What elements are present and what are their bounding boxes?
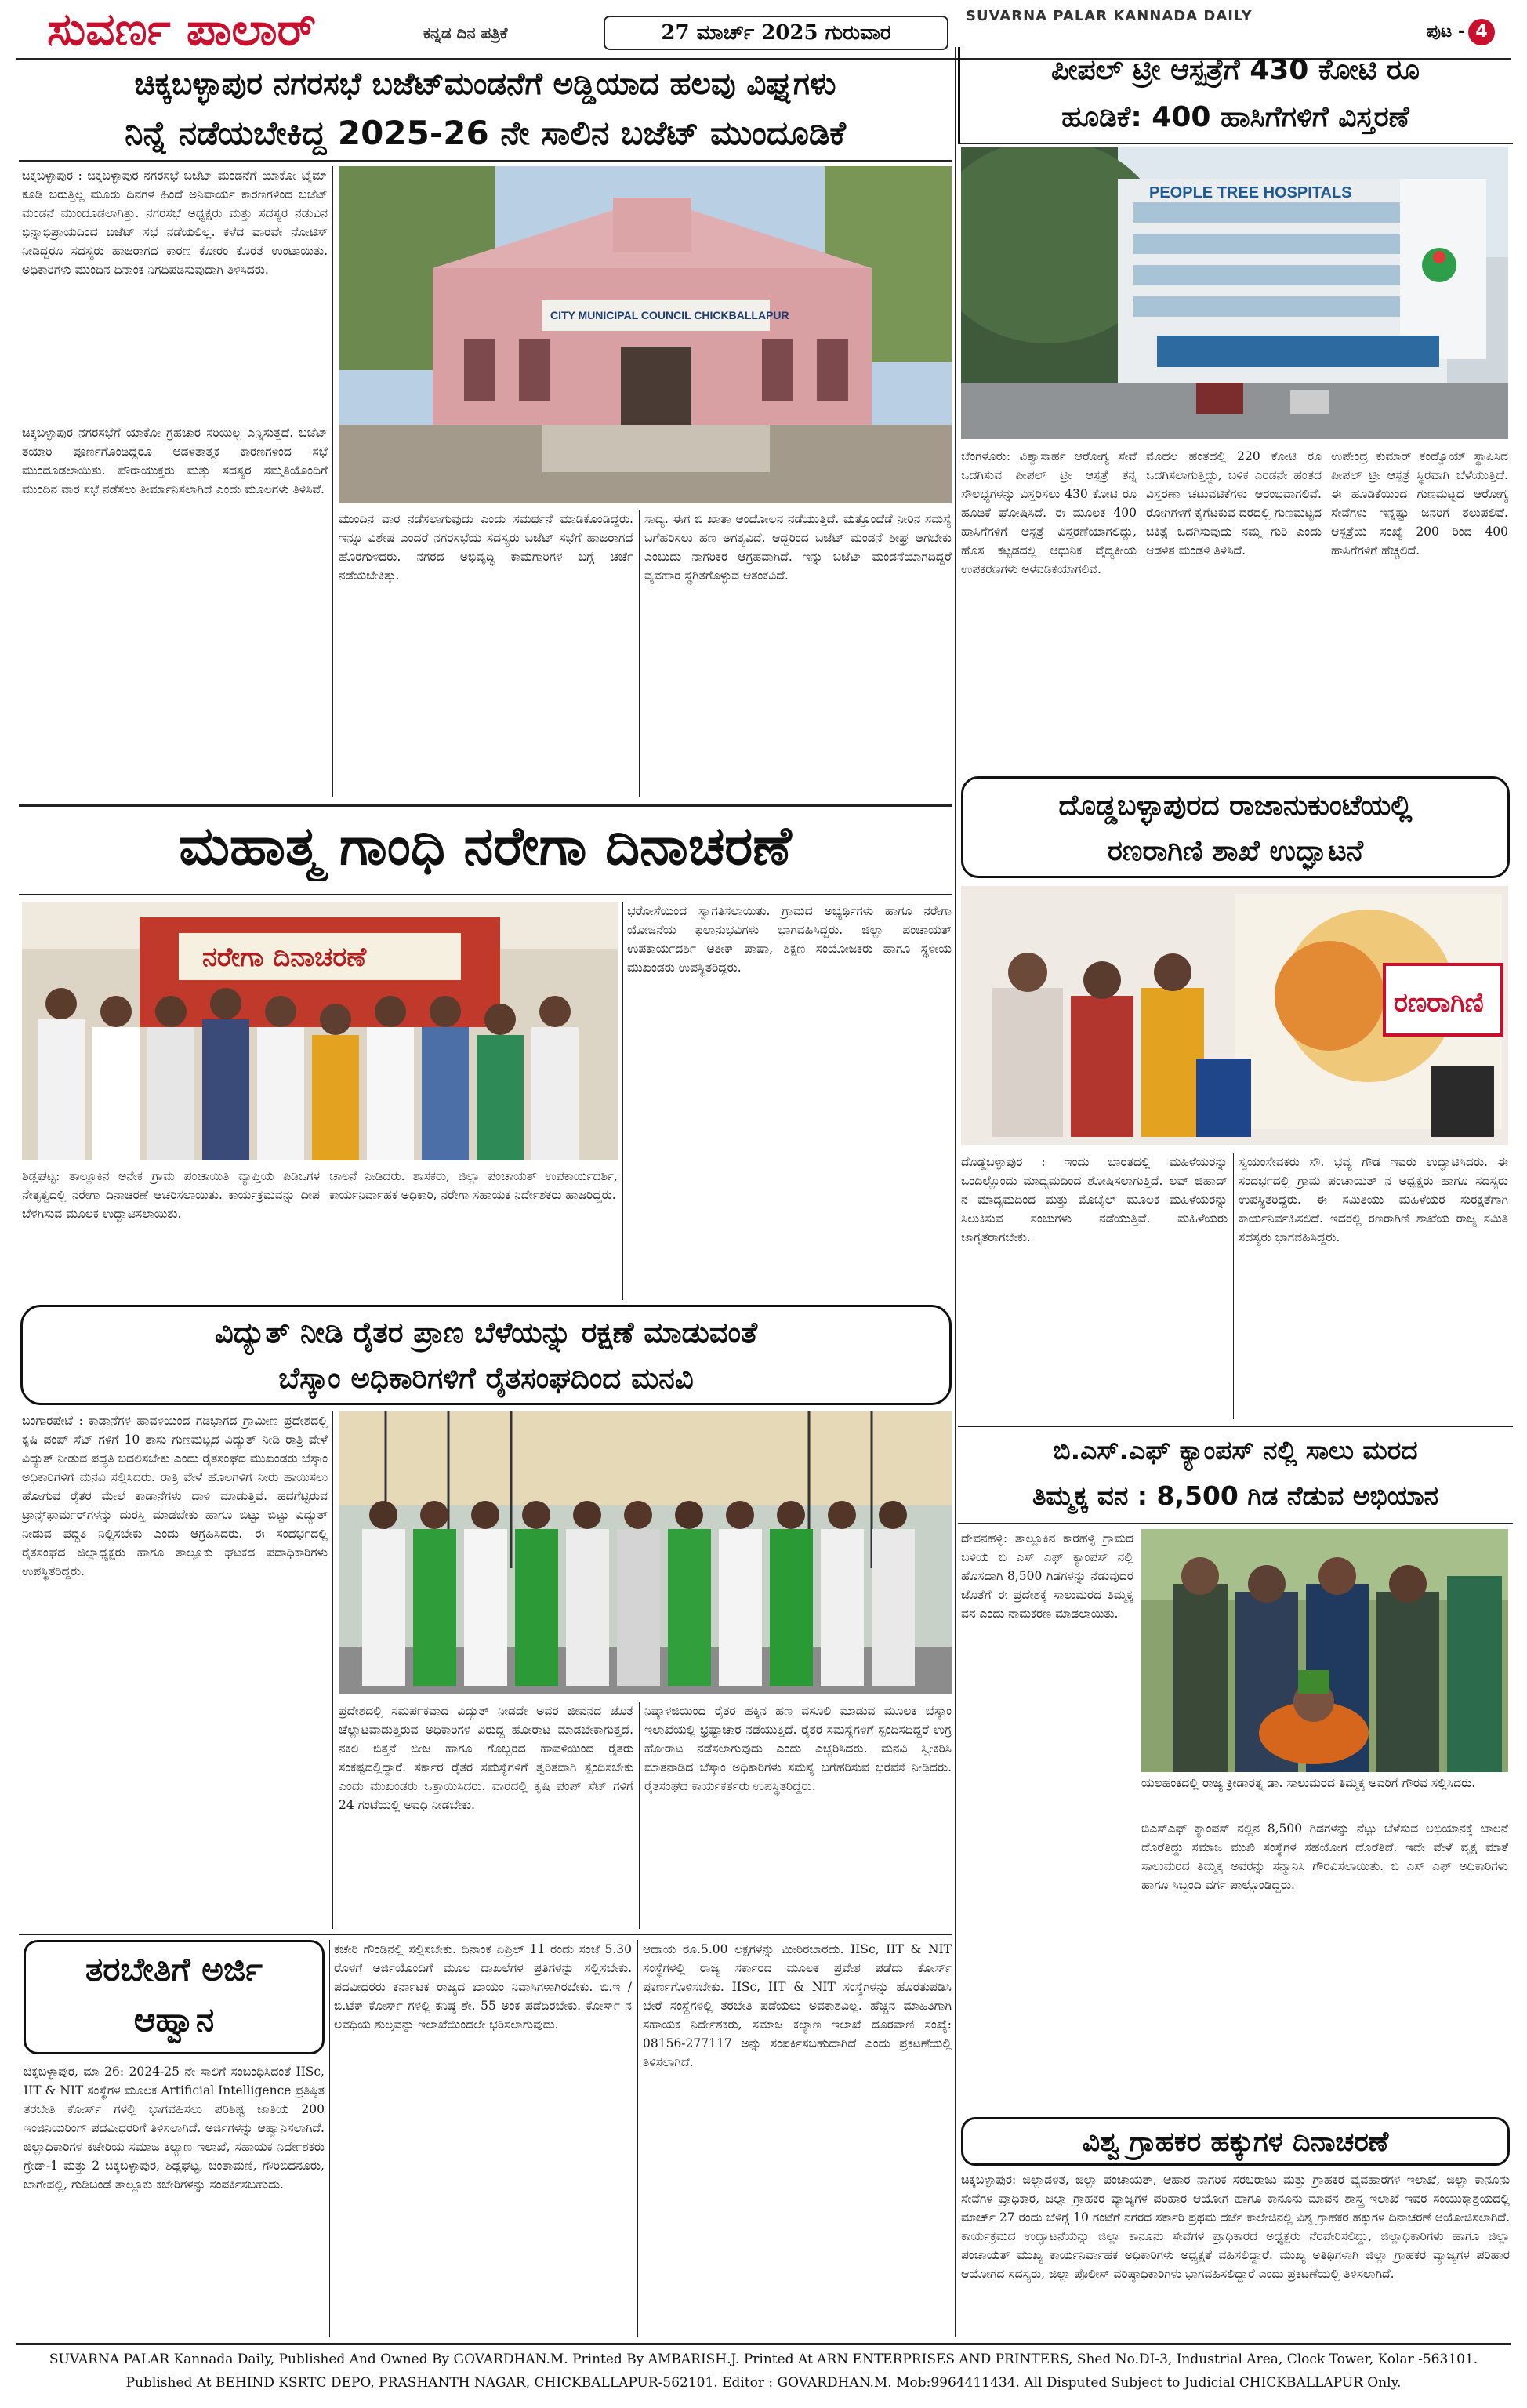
story2-headline-1: ಪೀಪಲ್ ಟ್ರೀ ಆಸ್ಪತ್ರೆಗೆ 430 ಕೋಟಿ ರೂ [1051, 54, 1420, 86]
story1-col2: ಚಿಕ್ಕಬಳ್ಳಾಪುರ ನಗರಸಭೆಗೆ ಯಾಕೋ ಗ್ರಹಚಾರ ಸರಿಯಿಲ್ಲ ಎನ್ನಿಸುತ್ತದೆ. ಬಜೆಟ್ ತಯಾರಿ ಪೂರ್ಣಗೊಂಡಿದ್ದರೂ ಆಡಳಿತಾತ್ಮಕ ಕಾರಣಗಳಿಂದ ಸಭೆ ಮುಂದೂಡಲಾಯಿತು. ಪೌರಾಯುಕ್ತರು ಮತ್ತು ಸದಸ್ಯರ ಸಮ್ಮತಿಯೊಂದಿಗೆ ಮುಂದಿನ ವಾರ ಸಭೆ ನಡೆಸಲು ತೀರ್ಮಾನಿಸಲಾಗಿದೆ ಎಂದು ಮೂಲಗಳು ತಿಳಿಸಿವೆ. [22, 426, 328, 496]
story5-headline-2: ಬೆಸ್ಕಾಂ ಅಧಿಕಾರಿಗಳಿಗೆ ರೈತಸಂಘದಿಂದ ಮನವಿ [278, 1361, 694, 1395]
page-number: 4 [1468, 19, 1495, 45]
story3-headline: ಮಹಾತ್ಮ ಗಾಂಧಿ ನರೇಗಾ ದಿನಾಚರಣೆ [179, 815, 792, 877]
story7-top-rule [19, 1934, 952, 1935]
ranaragini-banner-text: ರಣರಾಗಿಣಿ [1394, 987, 1484, 1019]
city-municipal-photo [339, 166, 952, 503]
story5-headline-1: ವಿದ್ಯುತ್ ನೀಡಿ ರೈತರ ಪ್ರಾಣ ಬೆಳೆಯನ್ನು ರಕ್ಷಣೆ ಮಾಡುವಂತೆ [214, 1316, 758, 1349]
story3-col3: ಭರೋಸೆಯಿಂದ ಸ್ವಾಗತಿಸಲಾಯಿತು. ಗ್ರಾಮದ ಅಭ್ಯರ್ಥಿಗಳು ಹಾಗೂ ನರೇಗಾ ಯೋಜನೆಯ ಫಲಾನುಭವಿಗಳು ಭಾಗವಹಿಸಿದ್ದರು. ಜಿಲ್ಲಾ ಪಂಚಾಯತ್ ಉಪಕಾರ್ಯದರ್ಶಿ ಅತೀಕ್ ಪಾಷಾ, ಶಿಕ್ಷಣ ಸಂಯೋಜಕರು ಹಾಗೂ ಸ್ಥಳೀಯ ಮುಖಂಡರು ಉಪಸ್ಥಿತರಿದ್ದರು. [627, 904, 952, 975]
thimmakka-photo [1141, 1529, 1508, 1772]
story5-colrule-1 [332, 1411, 333, 1929]
date-box: 27 ಮಾರ್ಚ್ 2025 ಗುರುವಾರ [604, 16, 948, 50]
footer-line-1: SUVARNA PALAR Kannada Daily, Published And Owned By GOVARDHAN.M. Printed By AMBARISH.J. Printed At ARN ENTERPRISES AND PRINTERS, Shed No.DI-3, Industrial Area, Clock Tower, Kolar -563101. [49, 2352, 1478, 2367]
story3-head-rule [19, 894, 952, 895]
story1-headline-2: ನಿನ್ನೆ ನಡೆಯಬೇಕಿದ್ದ 2025-26 ನೇ ಸಾಲಿನ ಬಜೆಟ್ ಮುಂದೂಡಿಕೆ [125, 114, 846, 152]
story4-headline: ದೊಡ್ಡಬಳ್ಳಾಪುರದ ರಾಜಾನುಕುಂಟೆಯಲ್ಲಿ [1058, 790, 1413, 822]
story1-rule [19, 160, 952, 162]
building-sign-text: CITY MUNICIPAL COUNCIL CHICKBALLAPUR [550, 309, 789, 321]
nrega-photo [22, 902, 618, 1160]
story6-caption: ಯಲಹಂಕದಲ್ಲಿ ರಾಜ್ಯ ಕ್ರೀಡಾರತ್ನ ಡಾ. ಸಾಲುಮರದ ತಿಮ್ಮಕ್ಕ ಅವರಿಗೆ ಗೌರವ ಸಲ್ಲಿಸಿದರು. [1141, 1776, 1476, 1790]
hospital-photo [961, 147, 1508, 439]
story6-headline-1: ಬಿ.ಎಸ್.ಎಫ್ ಕ್ಯಾಂಪಸ್ ನಲ್ಲಿ ಸಾಲು ಮರದ [1053, 1435, 1418, 1466]
story7-headline-1: ತರಬೇತಿಗೆ ಅರ್ಜಿ [85, 1950, 263, 1989]
story2-headline-2: ಹೂಡಿಕೆ: 400 ಹಾಸಿಗೆಗಳಿಗೆ ವಿಸ್ತರಣೆ [1061, 101, 1409, 133]
masthead-title: ಸುವರ್ಣ ಪಾಲಾರ್ [47, 2, 317, 56]
story8-headline: ವಿಶ್ವ ಗ್ರಾಹಕರ ಹಕ್ಕುಗಳ ದಿನಾಚರಣೆ [1082, 2127, 1389, 2158]
story3-top-rule [19, 804, 952, 807]
page-number-box [1427, 19, 1495, 45]
story5-col2: ಪ್ರದೇಶದಲ್ಲಿ ಸಮರ್ಪಕವಾದ ವಿದ್ಯುತ್ ನೀಡದೇ ಅವರ ಜೀವನದ ಜೊತೆ ಚೆಲ್ಲಾಟವಾಡುತ್ತಿರುವ ಅಧಿಕಾರಿಗಳ ವಿರುದ್ಧ ಹೋರಾಟ ಮಾಡಬೇಕಾಗುತ್ತದೆ. ನಕಲಿ ಬಿತ್ತನೆ ಬೀಜ ಹಾಗೂ ಗೊಬ್ಬರದ ಹಾವಳಿಯಿಂದ ರೈತರು ಸಂಕಷ್ಟದಲ್ಲಿದ್ದಾರೆ. ಸರ್ಕಾರ ರೈತರ ಸಮಸ್ಯೆಗಳಿಗೆ ತ್ವರಿತವಾಗಿ ಸ್ಪಂದಿಸಬೇಕು ಎಂದು ಮುಖಂಡರು ಒತ್ತಾಯಿಸಿದರು. ವಾರದಲ್ಲಿ ಕೃಷಿ ಪಂಪ್ ಸೆಟ್ ಗಳಿಗೆ 24 ಗಂಟೆಯಲ್ಲಿ ಅವಧಿ ನೀಡಬೇಕು. [339, 1704, 633, 1812]
story7-body: ಚಿಕ್ಕಬಳ್ಳಾಪುರ, ಮಾ 26: 2024-25 ನೇ ಸಾಲಿಗೆ ಸಂಬಂಧಿಸಿದಂತೆ IISc, IIT & NIT ಸಂಸ್ಥೆಗಳ ಮೂಲಕ Artificial Intelligence ಪ್ರತಿಷ್ಠಿತ ತರಬೇತಿ ಕೋರ್ಸ್ ಗಳಲ್ಲಿ ಭಾಗವಹಿಸಲು ಪರಿಶಿಷ್ಟ ಜಾತಿಯ 200 ಇಂಜಿನಿಯರಿಂಗ್ ಪದವೀಧರರಿಗೆ ತಿಳಿಸಲಾಗಿದೆ. ಅರ್ಜಿಗಳನ್ನು ಆಹ್ವಾನಿಸಲಾಗಿದೆ. ಜಿಲ್ಲಾಧಿಕಾರಿಗಳ ಕಚೇರಿಯ ಸಮಾಜ ಕಲ್ಯಾಣ ಇಲಾಖೆ, ಸಹಾಯಕ ನಿರ್ದೇಶಕರು ಗ್ರೇಡ್-1 ಮತ್ತು 2 ಚಿಕ್ಕಬಳ್ಳಾಪುರ, ಶಿಡ್ಲಘಟ್ಟ, ಚಿಂತಾಮಣಿ, ಗೌರಿಬಿದನೂರು, ಬಾಗೇಪಲ್ಲಿ, ಗುಡಿಬಂಡೆ ತಾಲ್ಲೂಕು ಕಚೇರಿಗಳನ್ನು ಸಂಪರ್ಕಿಸಬಹುದು. [24, 2065, 325, 2192]
story6-col2: ಬಿಎಸ್‌ಎಫ್ ಕ್ಯಾಂಪಸ್ ನಲ್ಲಿನ 8,500 ಗಿಡಗಳನ್ನು ನೆಟ್ಟು ಬೆಳೆಸುವ ಅಭಿಯಾನಕ್ಕೆ ಚಾಲನೆ ದೊರೆತಿದ್ದು ಸಮಾಜ ಮುಖಿ ಸಂಸ್ಥೆಗಳ ಸಹಯೋಗ ದೊರೆತಿದೆ. ಇದೇ ವೇಳೆ ವೃಕ್ಷ ಮಾತೆ ಸಾಲುಮರದ ತಿಮ್ಮಕ್ಕ ಅವರನ್ನು ಸನ್ಮಾನಿಸಿ ಗೌರವಿಸಲಾಯಿತು. ಬಿ ಎಸ್ ಎಫ್ ಅಧಿಕಾರಿಗಳು ಹಾಗೂ ಸಿಬ್ಬಂದಿ ವರ್ಗ ಪಾಲ್ಗೊಂಡಿದ್ದರು. [1141, 1821, 1508, 1892]
story1-colrule-1 [332, 166, 333, 797]
story7-colrule-2 [637, 1940, 638, 2337]
page-label: ಪುಟ - [1427, 22, 1466, 42]
story1-col4: ಸಾದ್ಯ. ಈಗ ಬಿ ಖಾತಾ ಆಂದೋಲನ ನಡೆಯುತ್ತಿದೆ. ಮತ್ತೊಂದೆಡೆ ನೀರಿನ ಸಮಸ್ಯೆ ಬಗೆಹರಿಸಲು ಹಣ ಅಗತ್ಯವಿದೆ. ಆದ್ದರಿಂದ ಬಜೆಟ್ ಮಂಡನೆ ಶೀಘ್ರ ಆಗಬೇಕು ಎಂಬುದು ನಾಗರಿಕರ ಆಗ್ರಹವಾಗಿದೆ. ಇನ್ನು ಬಜೆಟ್ ಮಂಡನೆಯಾಗದಿದ್ದರೆ ವ್ಯವಹಾರ ಸ್ಥಗಿತಗೊಳ್ಳುವ ಆತಂಕವಿದೆ. [644, 512, 952, 583]
story6-top-rule [958, 1426, 1513, 1427]
story6-col1b [961, 1785, 1133, 2109]
farmers-photo [339, 1411, 952, 1694]
story2-col1: ಬೆಂಗಳೂರು: ವಿಶ್ವಾಸಾರ್ಹ ಆರೋಗ್ಯ ಸೇವೆ ಒದಗಿಸುವ ಪೀಪಲ್ ಟ್ರೀ ಆಸ್ಪತ್ರೆ ತನ್ನ ಸೌಲಭ್ಯಗಳನ್ನು ವಿಸ್ತರಿಸಲು 430 ಕೋಟಿ ರೂ ಹೂಡಿಕೆ ಘೋಷಿಸಿದೆ. ಈ ಮೂಲಕ 400 ಹಾಸಿಗೆಗಳಿಗೆ ಆಸ್ಪತ್ರೆ ವಿಸ್ತರಣೆಯಾಗಲಿದ್ದು, ಹೊಸ ಕಟ್ಟಡದಲ್ಲಿ ಆಧುನಿಕ ವೈದ್ಯಕೀಯ ಉಪಕರಣಗಳು ಅಳವಡಿಕೆಯಾಗಲಿವೆ. [961, 449, 1137, 576]
story1-colrule-2 [639, 510, 640, 797]
story5-col1: ಬಂಗಾರಪೇಟೆ : ಕಾಡಾನೆಗಳ ಹಾವಳಿಯಿಂದ ಗಡಿಭಾಗದ ಗ್ರಾಮೀಣ ಪ್ರದೇಶದಲ್ಲಿ ಕೃಷಿ ಪಂಪ್ ಸೆಟ್ ಗಳಿಗೆ 10 ತಾಸು ಗುಣಮಟ್ಟದ ವಿದ್ಯುತ್ ನೀಡಿ ರಾತ್ರಿ ವೇಳೆ ವಿದ್ಯುತ್ ನೀಡುವ ಪದ್ಧತಿ ಬದಲಿಸಬೇಕು ಎಂದು ರೈತಸಂಘದ ಮುಖಂಡರು ಬೆಸ್ಕಾಂ ಅಧಿಕಾರಿಗಳಿಗೆ ಮನವಿ ಸಲ್ಲಿಸಿದರು. ರಾತ್ರಿ ವೇಳೆ ಹೊಲಗಳಿಗೆ ನೀರು ಹಾಯಿಸಲು ಹೋಗುವ ರೈತರ ಮೇಲೆ ಕಾಡಾನೆಗಳು ದಾಳಿ ಮಾಡುತ್ತಿವೆ. ಹದಗೆಟ್ಟಿರುವ ಟ್ರಾನ್ಸ್‌ಫಾರ್ಮರ್‌ಗಳನ್ನು ದುರಸ್ತಿ ಮಾಡಬೇಕು ಹಾಗೂ ಬಿಟ್ಟು ಬಿಟ್ಟು ವಿದ್ಯುತ್ ನೀಡುವ ಪದ್ಧತಿ ನಿಲ್ಲಿಸಬೇಕು ಎಂದು ಆಗ್ರಹಿಸಿದರು. ಈ ಸಂದರ್ಭದಲ್ಲಿ ರೈತಸಂಘದ ಜಿಲ್ಲಾಧ್ಯಕ್ಷರು ಹಾಗೂ ತಾಲ್ಲೂಕು ಘಟಕದ ಪದಾಧಿಕಾರಿಗಳು ಉಪಸ್ಥಿತರಿದ್ದರು. [22, 1414, 328, 1578]
nrega-banner-text: ನರೇಗಾ ದಿನಾಚರಣೆ [202, 942, 367, 973]
story2-col2: ಮೊದಲ ಹಂತದಲ್ಲಿ 220 ಕೋಟಿ ರೂ ಒದಗಿಸಲಾಗುತ್ತಿದ್ದು, ಬಳಿಕ ಎರಡನೇ ಹಂತದ ವಿಸ್ತರಣಾ ಚಟುವಟಿಕೆಗಳು ಆರಂಭವಾಗಲಿವೆ. ರೋಗಿಗಳಿಗೆ ಕೈಗೆಟಕುವ ದರದಲ್ಲಿ ಗುಣಮಟ್ಟದ ಚಿಕಿತ್ಸೆ ಒದಗಿಸುವುದು ನಮ್ಮ ಗುರಿ ಎಂದು ಆಡಳಿತ ಮಂಡಳಿ ತಿಳಿಸಿದೆ. [1146, 449, 1322, 558]
story5-colrule-2 [639, 1702, 640, 1929]
story3-colrule [622, 902, 623, 1300]
story2-head-rule [958, 143, 1513, 144]
story1-col3: ಮುಂದಿನ ವಾರ ನಡೆಸಲಾಗುವುದು ಎಂದು ಸಮರ್ಥನೆ ಮಾಡಿಕೊಂಡಿದ್ದರು. ಇನ್ನೂ ವಿಶೇಷ ಎಂದರೆ ನಗರಸಭೆಯ ಸದಸ್ಯರು ಬಜೆಟ್ ಸಭೆಗೆ ಹಾಜರಾಗದೆ ಹೊರಗುಳಿದರು. ನಗರದ ಅಭಿವೃದ್ಧಿ ಕಾಮಗಾರಿಗಳ ಬಗ್ಗೆ ಚರ್ಚೆ ನಡೆಯಬೇಕಿತ್ತು. [339, 512, 633, 583]
ranaragini-photo [961, 886, 1508, 1145]
story8-body: ಚಿಕ್ಕಬಳ್ಳಾಪುರ: ಜಿಲ್ಲಾಡಳಿತ, ಜಿಲ್ಲಾ ಪಂಚಾಯತ್, ಆಹಾರ ನಾಗರಿಕ ಸರಬರಾಜು ಮತ್ತು ಗ್ರಾಹಕರ ವ್ಯವಹಾರಗಳ ಇಲಾಖೆ, ಜಿಲ್ಲಾ ಕಾನೂನು ಸೇವೆಗಳ ಪ್ರಾಧಿಕಾರ, ಜಿಲ್ಲಾ ಗ್ರಾಹಕರ ವ್ಯಾಜ್ಯಗಳ ಪರಿಹಾರ ಆಯೋಗ ಹಾಗೂ ಕಾನೂನು ಮಾಪನ ಶಾಸ್ತ್ರ ಇಲಾಖೆ ಇವರ ಸಂಯುಕ್ತಾಶ್ರಯದಲ್ಲಿ ಮಾರ್ಚ್ 27 ರಂದು ಬೆಳಿಗ್ಗೆ 10 ಗಂಟೆಗೆ ನಗರದ ಸರ್ಕಾರಿ ಪ್ರಥಮ ದರ್ಜೆ ಕಾಲೇಜಿನಲ್ಲಿ ವಿಶ್ವ ಗ್ರಾಹಕರ ಹಕ್ಕುಗಳ ದಿನಾಚರಣೆ ಆಯೋಜಿಸಲಾಗಿದೆ. ಕಾರ್ಯಕ್ರಮದ ಉದ್ಘಾಟನೆಯನ್ನು ಜಿಲ್ಲಾ ಕಾನೂನು ಸೇವೆಗಳ ಪ್ರಾಧಿಕಾರದ ಅಧ್ಯಕ್ಷರು ನೆರವೇರಿಸಲಿದ್ದು, ಜಿಲ್ಲಾಧಿಕಾರಿಗಳು ಹಾಗೂ ಜಿಲ್ಲಾ ಪಂಚಾಯತ್ ಮುಖ್ಯ ಕಾರ್ಯನಿರ್ವಾಹಕ ಅಧಿಕಾರಿಗಳು ಅಧ್ಯಕ್ಷತೆ ವಹಿಸಲಿದ್ದಾರೆ. ಮುಖ್ಯ ಅತಿಥಿಗಳಾಗಿ ಜಿಲ್ಲಾ ಗ್ರಾಹಕರ ವ್ಯಾಜ್ಯಗಳ ಪರಿಹಾರ ಆಯೋಗದ ಸದಸ್ಯರು, ಜಿಲ್ಲಾ ಪೊಲೀಸ್ ವರಿಷ್ಠಾಧಿಕಾರಿಗಳು ಭಾಗವಹಿಸಲಿದ್ದಾರೆ ಎಂದು ಪ್ರಕಟಣೆಯಲ್ಲಿ ತಿಳಿಸಲಾಗಿದೆ. [961, 2173, 1510, 2281]
story4-col2: ಸ್ವಯಂಸೇವಕರು ಸೌ. ಭವ್ಯ ಗೌಡ ಇವರು ಉದ್ಘಾಟಿಸಿದರು. ಈ ಸಂದರ್ಭದಲ್ಲಿ ಗ್ರಾಮ ಪಂಚಾಯತ್‌ ನ ಅಧ್ಯಕ್ಷರು ಹಾಗೂ ಸದಸ್ಯರು ಉಪಸ್ಥಿತರಿದ್ದರು. ಈ ಸಮಿತಿಯು ಮಹಿಳೆಯರ ಸುರಕ್ಷತೆಗಾಗಿ ಕಾರ್ಯನಿರ್ವಹಿಸಲಿದೆ. ಇದರಲ್ಲಿ ರಣರಾಗಿಣಿ ಶಾಖೆಯ ರಾಜ್ಯ ಸಮಿತಿ ಸದಸ್ಯರು ಭಾಗವಹಿಸಿದ್ದರು. [1239, 1155, 1508, 1244]
story5-col3: ನಿಷ್ಕಾಳಜಿಯಿಂದ ರೈತರ ಹಕ್ಕಿನ ಹಣ ವಸೂಲಿ ಮಾಡುವ ಮೂಲಕ ಬೆಸ್ಕಾಂ ಇಲಾಖೆಯಲ್ಲಿ ಭ್ರಷ್ಟಾಚಾರ ನಡೆಯುತ್ತಿದೆ. ರೈತರ ಸಮಸ್ಯೆಗಳಿಗೆ ಸ್ಪಂದಿಸದಿದ್ದರೆ ಉಗ್ರ ಹೋರಾಟ ನಡೆಸಲಾಗುವುದು ಎಂದು ಎಚ್ಚರಿಸಿದರು. ಮನವಿ ಸ್ವೀಕರಿಸಿ ಮಾತನಾಡಿದ ಬೆಸ್ಕಾಂ ಅಧಿಕಾರಿಗಳು ಸಮಸ್ಯೆ ಬಗೆಹರಿಸುವ ಭರವಸೆ ನೀಡಿದರು. ರೈತಸಂಘದ ಕಾರ್ಯಕರ್ತರು ಉಪಸ್ಥಿತರಿದ್ದರು. [644, 1704, 952, 1793]
story1-col1: ಚಿಕ್ಕಬಳ್ಳಾಪುರ : ಚಿಕ್ಕಬಳ್ಳಾಪುರ ನಗರಸಭೆ ಬಜೆಟ್ ಮಂಡನೆಗೆ ಯಾಕೋ ಟೈಮ್ ಕೂಡಿ ಬರುತ್ತಿಲ್ಲ ಮೂರು ದಿನಗಳ ಹಿಂದೆ ಅನಿವಾರ್ಯ ಕಾರಣಗಳಿಂದ ಬಜೆಟ್ ಮಂಡನೆ ಮುಂದೂಡಲಾಗಿತ್ತು. ನಗರಸಭೆ ಅಧ್ಯಕ್ಷರು ಮತ್ತು ಸದಸ್ಯರ ನಡುವಿನ ಭಿನ್ನಾಭಿಪ್ರಾಯದಿಂದ ಬಜೆಟ್ ಸಭೆ ನಡೆಯಲಿಲ್ಲ. ಕಳೆದ ವಾರವೇ ನೋಟಿಸ್ ನೀಡಿದ್ದರೂ ಸದಸ್ಯರು ಹಾಜರಾಗದ ಕಾರಣ ಕೋರಂ ಕೊರತೆ ಉಂಟಾಯಿತು. ಅಧಿಕಾರಿಗಳು ಮುಂದಿನ ದಿನಾಂಕ ನಿಗದಿಪಡಿಸುವುದಾಗಿ ತಿಳಿಸಿದರು. [22, 169, 328, 277]
masthead-tagline: ಕನ್ನಡ ದಿನ ಪತ್ರಿಕೆ [423, 24, 508, 42]
story4-colrule [1233, 1153, 1234, 1419]
story6-col1: ದೇವನಹಳ್ಳಿ: ತಾಲ್ಲೂಕಿನ ಕಾರಹಳ್ಳಿ ಗ್ರಾಮದ ಬಳಿಯ ಬಿ ಎಸ್ ಎಫ್ ಕ್ಯಾಂಪಸ್ ನಲ್ಲಿ ಹೊಸದಾಗಿ 8,500 ಗಿಡಗಳನ್ನು ನೆಡುವುದರ ಜೊತೆಗೆ ಈ ಪ್ರದೇಶಕ್ಕೆ ಸಾಲುಮರದ ತಿಮ್ಮಕ್ಕ ವನ ಎಂದು ನಾಮಕರಣ ಮಾಡಲಾಯಿತು. [961, 1531, 1133, 1621]
story7-headline-2: ಆಹ್ವಾನ [133, 2000, 215, 2039]
footer-rule [16, 2343, 1511, 2345]
story6-head-rule [958, 1523, 1513, 1524]
story4-subheadline: ರಣರಾಗಿಣಿ ಶಾಖೆ ಉದ್ಘಾಟನೆ [1107, 835, 1364, 867]
main-divider [955, 47, 956, 2337]
story3-col2: ಚಾಲನೆ ನೀಡಿದರು. ಶಾಸಕರು, ಜಿಲ್ಲಾ ಪಂಚಾಯತ್ ಉಪಕಾರ್ಯದರ್ಶಿ, ಕಾರ್ಯನಿರ್ವಾಹಕ ಅಧಿಕಾರಿ, ನರೇಗಾ ಸಹಾಯಕ ನಿರ್ದೇಶಕರು ಹಾಜರಿದ್ದರು. [329, 1169, 618, 1202]
brand-right: SUVARNA PALAR KANNADA DAILY [966, 8, 1253, 24]
story7-colrule-1 [329, 1940, 330, 2337]
story7-col3: ಆದಾಯ ರೂ.5.00 ಲಕ್ಷಗಳನ್ನು ಮೀರಿರಬಾರದು. IISc, IIT & NIT ಸಂಸ್ಥೆಗಳಲ್ಲಿ ರಾಜ್ಯ ಸರ್ಕಾರದ ಮೂಲಕ ಪ್ರವೇಶ ಪಡೆದು ಕೋರ್ಸ್ ಪೂರ್ಣಗೊಳಿಸಬೇಕು. IISc, IIT & NIT ಸಂಸ್ಥೆಗಳನ್ನು ಹೊರತುಪಡಿಸಿ ಬೇರೆ ಸಂಸ್ಥೆಗಳಲ್ಲಿ ತರಬೇತಿ ಪಡೆಯಲು ಅವಕಾಶವಿಲ್ಲ. ಹೆಚ್ಚಿನ ಮಾಹಿತಿಗಾಗಿ ಸಹಾಯಕ ನಿರ್ದೇಶಕರು, ಸಮಾಜ ಕಲ್ಯಾಣ ಇಲಾಖೆ ದೂರವಾಣಿ ಸಂಖ್ಯೆ: 08156-277117 ಅನ್ನು ಸಂಪರ್ಕಿಸಬಹುದಾಗಿದೆ ಎಂದು ಪ್ರಕಟಣೆಯಲ್ಲಿ ತಿಳಿಸಲಾಗಿದೆ. [643, 1942, 952, 2069]
story2-col3: ಉಪೇಂದ್ರ ಕುಮಾರ್ ಕಂದ್ವೊಯ್ ಸ್ಥಾಪಿಸಿದ ಪೀಪಲ್ ಟ್ರೀ ಆಸ್ಪತ್ರೆ ಸ್ಥಿರವಾಗಿ ಬೆಳೆಯುತ್ತಿದೆ. ಈ ಹೂಡಿಕೆಯಿಂದ ಗುಣಮಟ್ಟದ ಆರೋಗ್ಯ ಸೇವೆಗಳು ಇನ್ನಷ್ಟು ಜನರಿಗೆ ತಲುಪಲಿವೆ. ಆಸ್ಪತ್ರೆಯ ಸಂಖ್ಯೆ 200 ರಿಂದ 400 ಹಾಸಿಗೆಗಳಿಗೆ ಹೆಚ್ಚಲಿದೆ. [1331, 449, 1508, 558]
story4-col1: ದೊಡ್ಡಬಳ್ಳಾಪುರ : ಇಂದು ಭಾರತದಲ್ಲಿ ಮಹಿಳೆಯರನ್ನು ಒಂದಿಲ್ಲೊಂದು ಮಾದ್ಯಮದಿಂದ ಶೋಷಿಸಲಾಗುತ್ತಿದೆ. ಲವ್ ಜಿಹಾದ್ ನ ಮಾದ್ಯಮದಿಂದ ಮತ್ತು ಮೊಬೈಲ್ ಮೂಲಕ ಮಹಿಳೆಯರನ್ನು ಸಿಲುಕಿಸುವ ಸಂಚುಗಳು ನಡೆಯುತ್ತಿವೆ. ಮಹಿಳೆಯರು ಜಾಗೃತರಾಗಬೇಕು. [961, 1155, 1228, 1244]
hospital-sign-text: PEOPLE TREE HOSPITALS [1149, 184, 1352, 202]
story3-col1: ಶಿಡ್ಲಘಟ್ಟ: ತಾಲ್ಲೂಕಿನ ಅನೇಕ ಗ್ರಾಮ ಪಂಚಾಯಿತಿ ವ್ಯಾಪ್ತಿಯ ಪಿಡಿಒಗಳ ನೇತೃತ್ವದಲ್ಲಿ ನರೇಗಾ ದಿನಾಚರಣೆ ಆಚರಿಸಲಾಯಿತು. ಕಾರ್ಯಕ್ರಮವನ್ನು ದೀಪ ಬೆಳಗಿಸುವ ಮೂಲಕ ಉದ್ಘಾಟಿಸಲಾಯಿತು. [22, 1169, 320, 1221]
story6-headline-2: ತಿಮ್ಮಕ್ಕ ವನ : 8,500 ಗಿಡ ನೆಡುವ ಅಭಿಯಾನ [1032, 1480, 1439, 1511]
story1-headline-1: ಚಿಕ್ಕಬಳ್ಳಾಪುರ ನಗರಸಭೆ ಬಜೆಟ್‌ಮಂಡನೆಗೆ ಅಡ್ಡಿಯಾದ ಹಲವು ವಿಘ್ನಗಳು [134, 67, 836, 102]
footer-line-2: Published At BEHIND KSRTC DEPO, PRASHANTH NAGAR, CHICKBALLAPUR-562101. Editor : GOVARDHAN.M. Mob:9964411434. All Disputed Subject to Judicial CHICKBALLAPUR Only. [125, 2375, 1402, 2391]
story7-col2: ಕಚೇರಿ ಗೌಂಡಿನಲ್ಲಿ ಸಲ್ಲಿಸಬೇಕು. ದಿನಾಂಕ ಏಪ್ರಿಲ್ 11 ರಂದು ಸಂಜೆ 5.30 ರೊಳಗೆ ಅರ್ಜಿಯೊಂದಿಗೆ ಮೂಲ ದಾಖಲೆಗಳ ಪ್ರತಿಗಳನ್ನು ಸಲ್ಲಿಸಬೇಕು. ಪದವೀಧರರು ಕರ್ನಾಟಕ ರಾಜ್ಯದ ಖಾಯಂ ನಿವಾಸಿಗಳಾಗಿರಬೇಕು. ಬಿ.ಇ / ಬಿ.ಟೆಕ್ ಕೋರ್ಸ್ ಗಳಲ್ಲಿ ಕನಿಷ್ಠ ಶೇ. 55 ಅಂಕ ಪಡೆದಿರಬೇಕು. ಕೋರ್ಸ್ ನ ಅವಧಿಯ ಶುಲ್ಕವನ್ನು ಇಲಾಖೆಯಿಂದಲೇ ಭರಿಸಲಾಗುವುದು. [334, 1942, 632, 2032]
